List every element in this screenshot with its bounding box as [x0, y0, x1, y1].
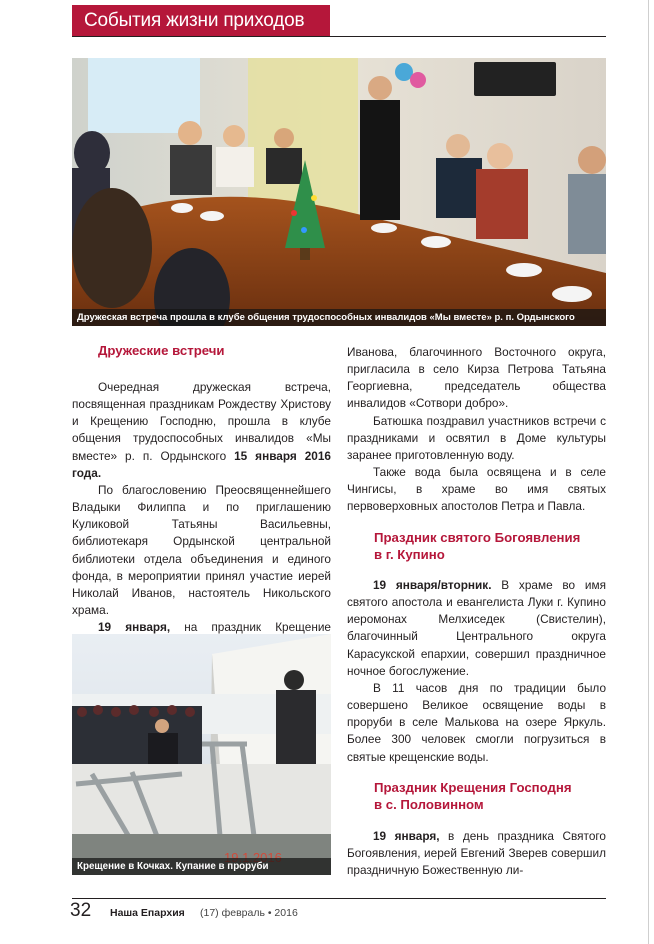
paragraph: Очередная дружеская встреча, посвященная праздникам Рождеству Христову и Крещению Господню, прошла в клубе общения трудоспособных инвалидов «Мы вместе» р. п. Ордынского 15 января 2016 года.: [72, 380, 331, 480]
article-text-right: [347, 344, 606, 516]
heading-line: Праздник святого Богоявления: [374, 530, 581, 545]
meeting-illustration: [72, 58, 606, 326]
paragraph: Также вода была освящена и в селе Чингисы, в храме во имя святых первоверховных апостолов Петра и Павла.: [347, 465, 606, 514]
photo-caption: Дружеская встреча прошла в клубе общения трудоспособных инвалидов «Мы вместе» р. п. Ордынского: [72, 309, 606, 326]
paragraph: 19 января/вторник. В храме во имя святого апостола и евангелиста Луки г. Купино иеромонах Мелхиседек (Свистелин), благочинный Центрального округа Карасукской епархии, совершил праздничное ночное богослужение.: [347, 578, 606, 678]
photo-baptism: [72, 634, 331, 875]
article-heading: Дружеские встречи: [98, 343, 225, 358]
heading-line: в с. Половинном: [374, 796, 484, 812]
magazine-name: Наша Епархия: [110, 907, 185, 919]
paragraph: По благословению Преосвященнейшего Владыки Филиппа и по приглашению Куликовой Татьяны Васильевны, библиотекаря Ордынской центральной библиотеки отдела объединения и единого фонда, в мероприятии принял участие иерей Николай Иванов, настоятель Никольского храма.: [72, 482, 331, 618]
photo-meeting: [72, 58, 606, 326]
heading-line: Праздник Крещения Господня: [374, 780, 572, 795]
section-title: События жизни приходов: [72, 5, 330, 36]
article-text-left: [72, 379, 331, 654]
heading-line: в г. Купино: [374, 546, 445, 562]
article-text-right: [347, 828, 606, 879]
paragraph: Батюшка поздравил участников встречи с праздниками и освятил в Доме культуры заранее приготовленную воду.: [347, 413, 606, 462]
paragraph: В 11 часов дня по традиции было совершено Великое освящение воды в проруби в селе Малькова на озере Яркуль. Более 300 человек смогли погрузиться в святые крещенские воды.: [347, 680, 606, 764]
article-text-right: [347, 577, 606, 766]
footer-rule: [72, 898, 606, 899]
photo-caption: Крещение в Кочках. Купание в проруби: [72, 858, 331, 875]
article-heading: [374, 780, 572, 813]
paragraph: 19 января, на праздник Крещение: [98, 620, 331, 635]
issue-info: (17) февраль • 2016: [200, 907, 298, 919]
paragraph: 19 января, в день праздника Святого Богоявления, иерей Евгений Зверев совершил праздничную Божественную ли-: [347, 829, 606, 878]
article-heading: [374, 530, 580, 563]
paragraph: Иванова, благочинного Восточного округа, пригласила в село Кирза Петрова Татьяна Георгиевна, председатель общества инвалидов «Сотвори добро».: [347, 345, 606, 411]
page-number: 32: [70, 900, 92, 921]
header-rule: [72, 36, 606, 37]
baptism-illustration: [72, 634, 331, 875]
page-edge: [648, 0, 649, 944]
